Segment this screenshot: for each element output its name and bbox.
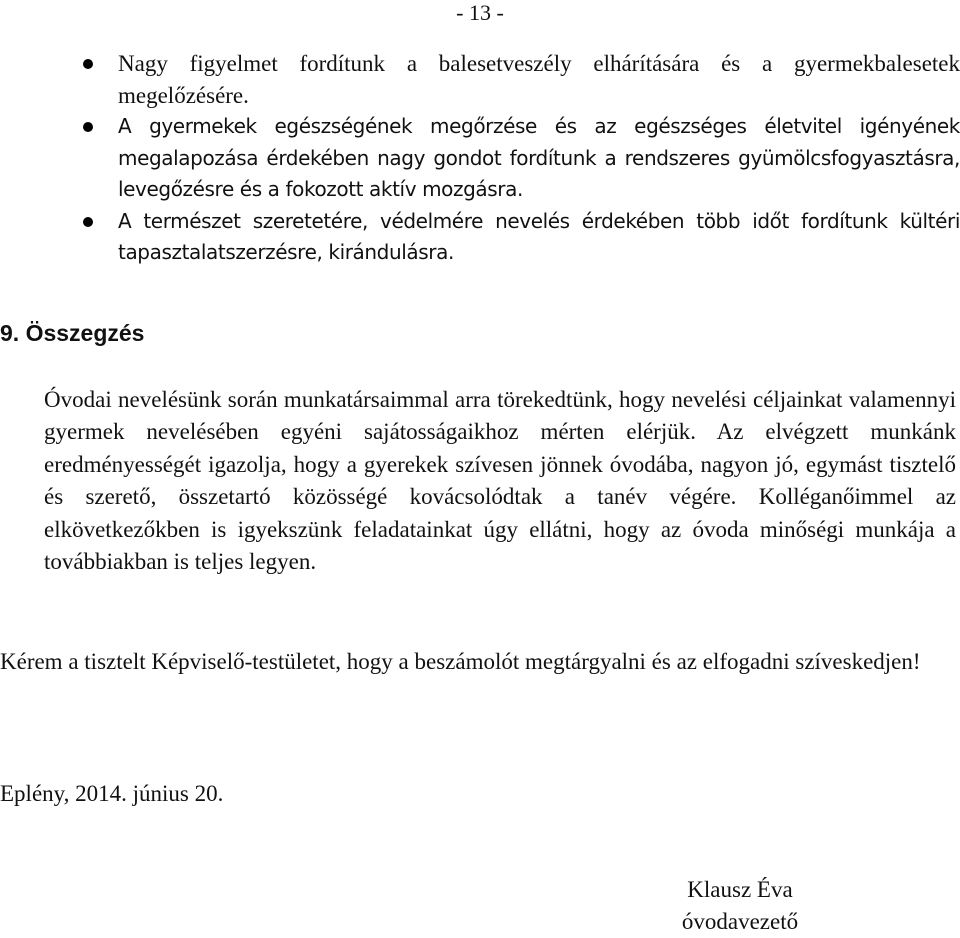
page-number: - 13 - xyxy=(456,0,504,25)
bullet-item-accident-prevention: Nagy figyelmet fordítunk a balesetveszély elhárítására és a gyermekbalesetek megelőzésére. xyxy=(80,48,960,111)
signature-block xyxy=(660,874,820,938)
place-date: Eplény, 2014. június 20. xyxy=(0,781,224,806)
section-heading: 9. Összegzés xyxy=(0,320,145,346)
signature-title: óvodavezető xyxy=(681,909,799,934)
summary-paragraph: Óvodai nevelésünk során munkatársaimmal arra törekedtünk, hogy nevelési céljainkat valamennyi gyermek nevelésében egyéni sajátosságaikhoz mérten elérjük. Az elvégzett munkánk eredményességét igazolja, hogy a gyerekek szívesen jönnek óvodába, nagyon jó, egymást tisztelő és szerető, összetartó közösségé kovácsolódtak a tanév végére. Kolléganőimmel az elkövetkezőkben is igyekszünk feladatainkat úgy ellátni, hogy az óvoda minőségi munkája a továbbiakban is teljes legyen. xyxy=(44,387,956,575)
bullet-list xyxy=(80,48,960,269)
bullet-item-nature-protection: A természet szeretetére, védelmére nevelés érdekében több időt fordítunk kültéri tapasztalatszerzésre, kirándulásra. xyxy=(80,206,960,269)
bullet-item-healthy-lifestyle: A gyermekek egészségének megőrzése és az egészséges életvitel igényének megalapozása érdekében nagy gondot fordítunk a rendszeres gyümölcsfogyasztásra, levegőzésre és a fokozott aktív mozgásra. xyxy=(80,111,960,206)
signature-name: Klausz Éva xyxy=(687,877,793,902)
request-paragraph: Kérem a tisztelt Képviselő-testületet, hogy a beszámolót megtárgyalni és az elfogadni szíveskedjen! xyxy=(0,649,921,674)
